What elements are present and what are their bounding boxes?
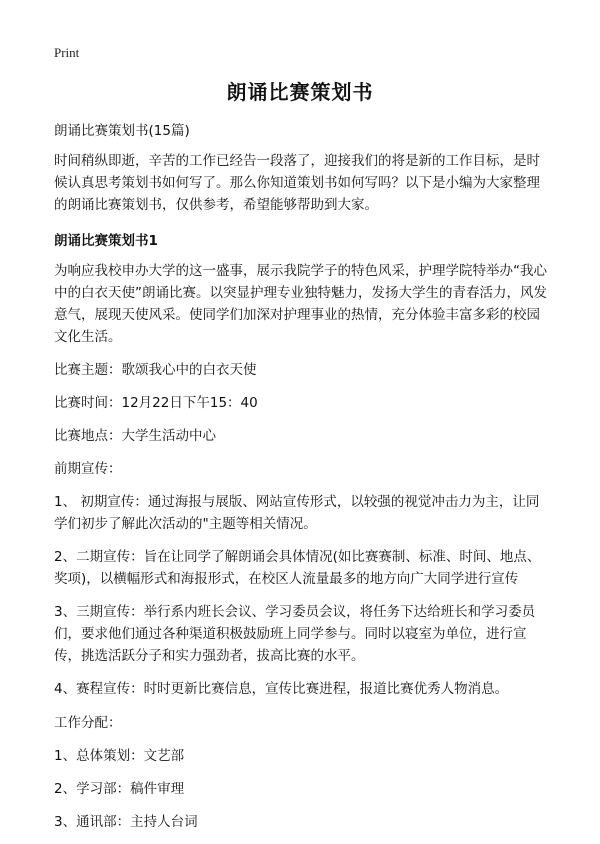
theme-line: 比赛主题：歌颂我心中的白衣天使	[54, 362, 257, 378]
work-item: 1、总体策划：文艺部	[54, 748, 185, 764]
page-title: 朗诵比赛策划书	[226, 80, 374, 104]
publicity-item: 4、赛程宣传：时时更新比赛信息，宣传比赛进程，报道比赛优秀人物消息。	[54, 681, 509, 697]
publicity-item: 3、三期宣传：举行系内班长会议、学习委员会议，将任务下达给班长和学习委员们，要求他们通过各种渠道积极鼓励班上同学参与。同时以寝室为单位，进行宣传，挑选活跃分子和实力强劲者，拔高比赛的水平。	[54, 604, 536, 664]
publicity-item: 2、二期宣传：旨在让同学了解朗诵会具体情况(如比赛赛制、标准、时间、地点、奖项)，以横幅形式和海报形式，在校区人流量最多的地方向广大同学进行宣传	[54, 549, 541, 587]
document-body	[54, 120, 550, 844]
publicity-heading: 前期宣传：	[54, 461, 122, 477]
print-label: Print	[54, 45, 80, 60]
work-item: 2、学习部：稿件审理	[54, 781, 185, 797]
publicity-item: 1、 初期宣传：通过海报与展版、网站宣传形式，以较强的视觉冲击力为主，让同学们初步了解此次活动的"主题等相关情况。	[54, 494, 540, 532]
location-line: 比赛地点：大学生活动中心	[54, 428, 216, 444]
work-item: 3、通讯部：主持人台词	[54, 814, 198, 830]
section-heading: 朗诵比赛策划书1	[54, 233, 158, 249]
time-line: 比赛时间：12月22日下午15：40	[54, 395, 258, 411]
work-heading: 工作分配：	[54, 715, 122, 731]
document-subtitle: 朗诵比赛策划书(15篇)	[54, 123, 190, 139]
intro-paragraph: 时间稍纵即逝，辛苦的工作已经告一段落了，迎接我们的将是新的工作目标，是时候认真思考策划书如何写了。那么你知道策划书如何写吗？以下是小编为大家整理的朗诵比赛策划书，仅供参考，希望能够帮助到大家。	[54, 153, 540, 213]
section-intro-paragraph: 为响应我校申办大学的这一盛事，展示我院学子的特色风采，护理学院特举办“我心中的白衣天使”朗诵比赛。以突显护理专业独特魅力，发扬大学生的青春活力，风发意气，展现天使风采。使同学们加深对护理事业的热情，充分体验丰富多彩的校园文化生活。	[54, 263, 547, 345]
